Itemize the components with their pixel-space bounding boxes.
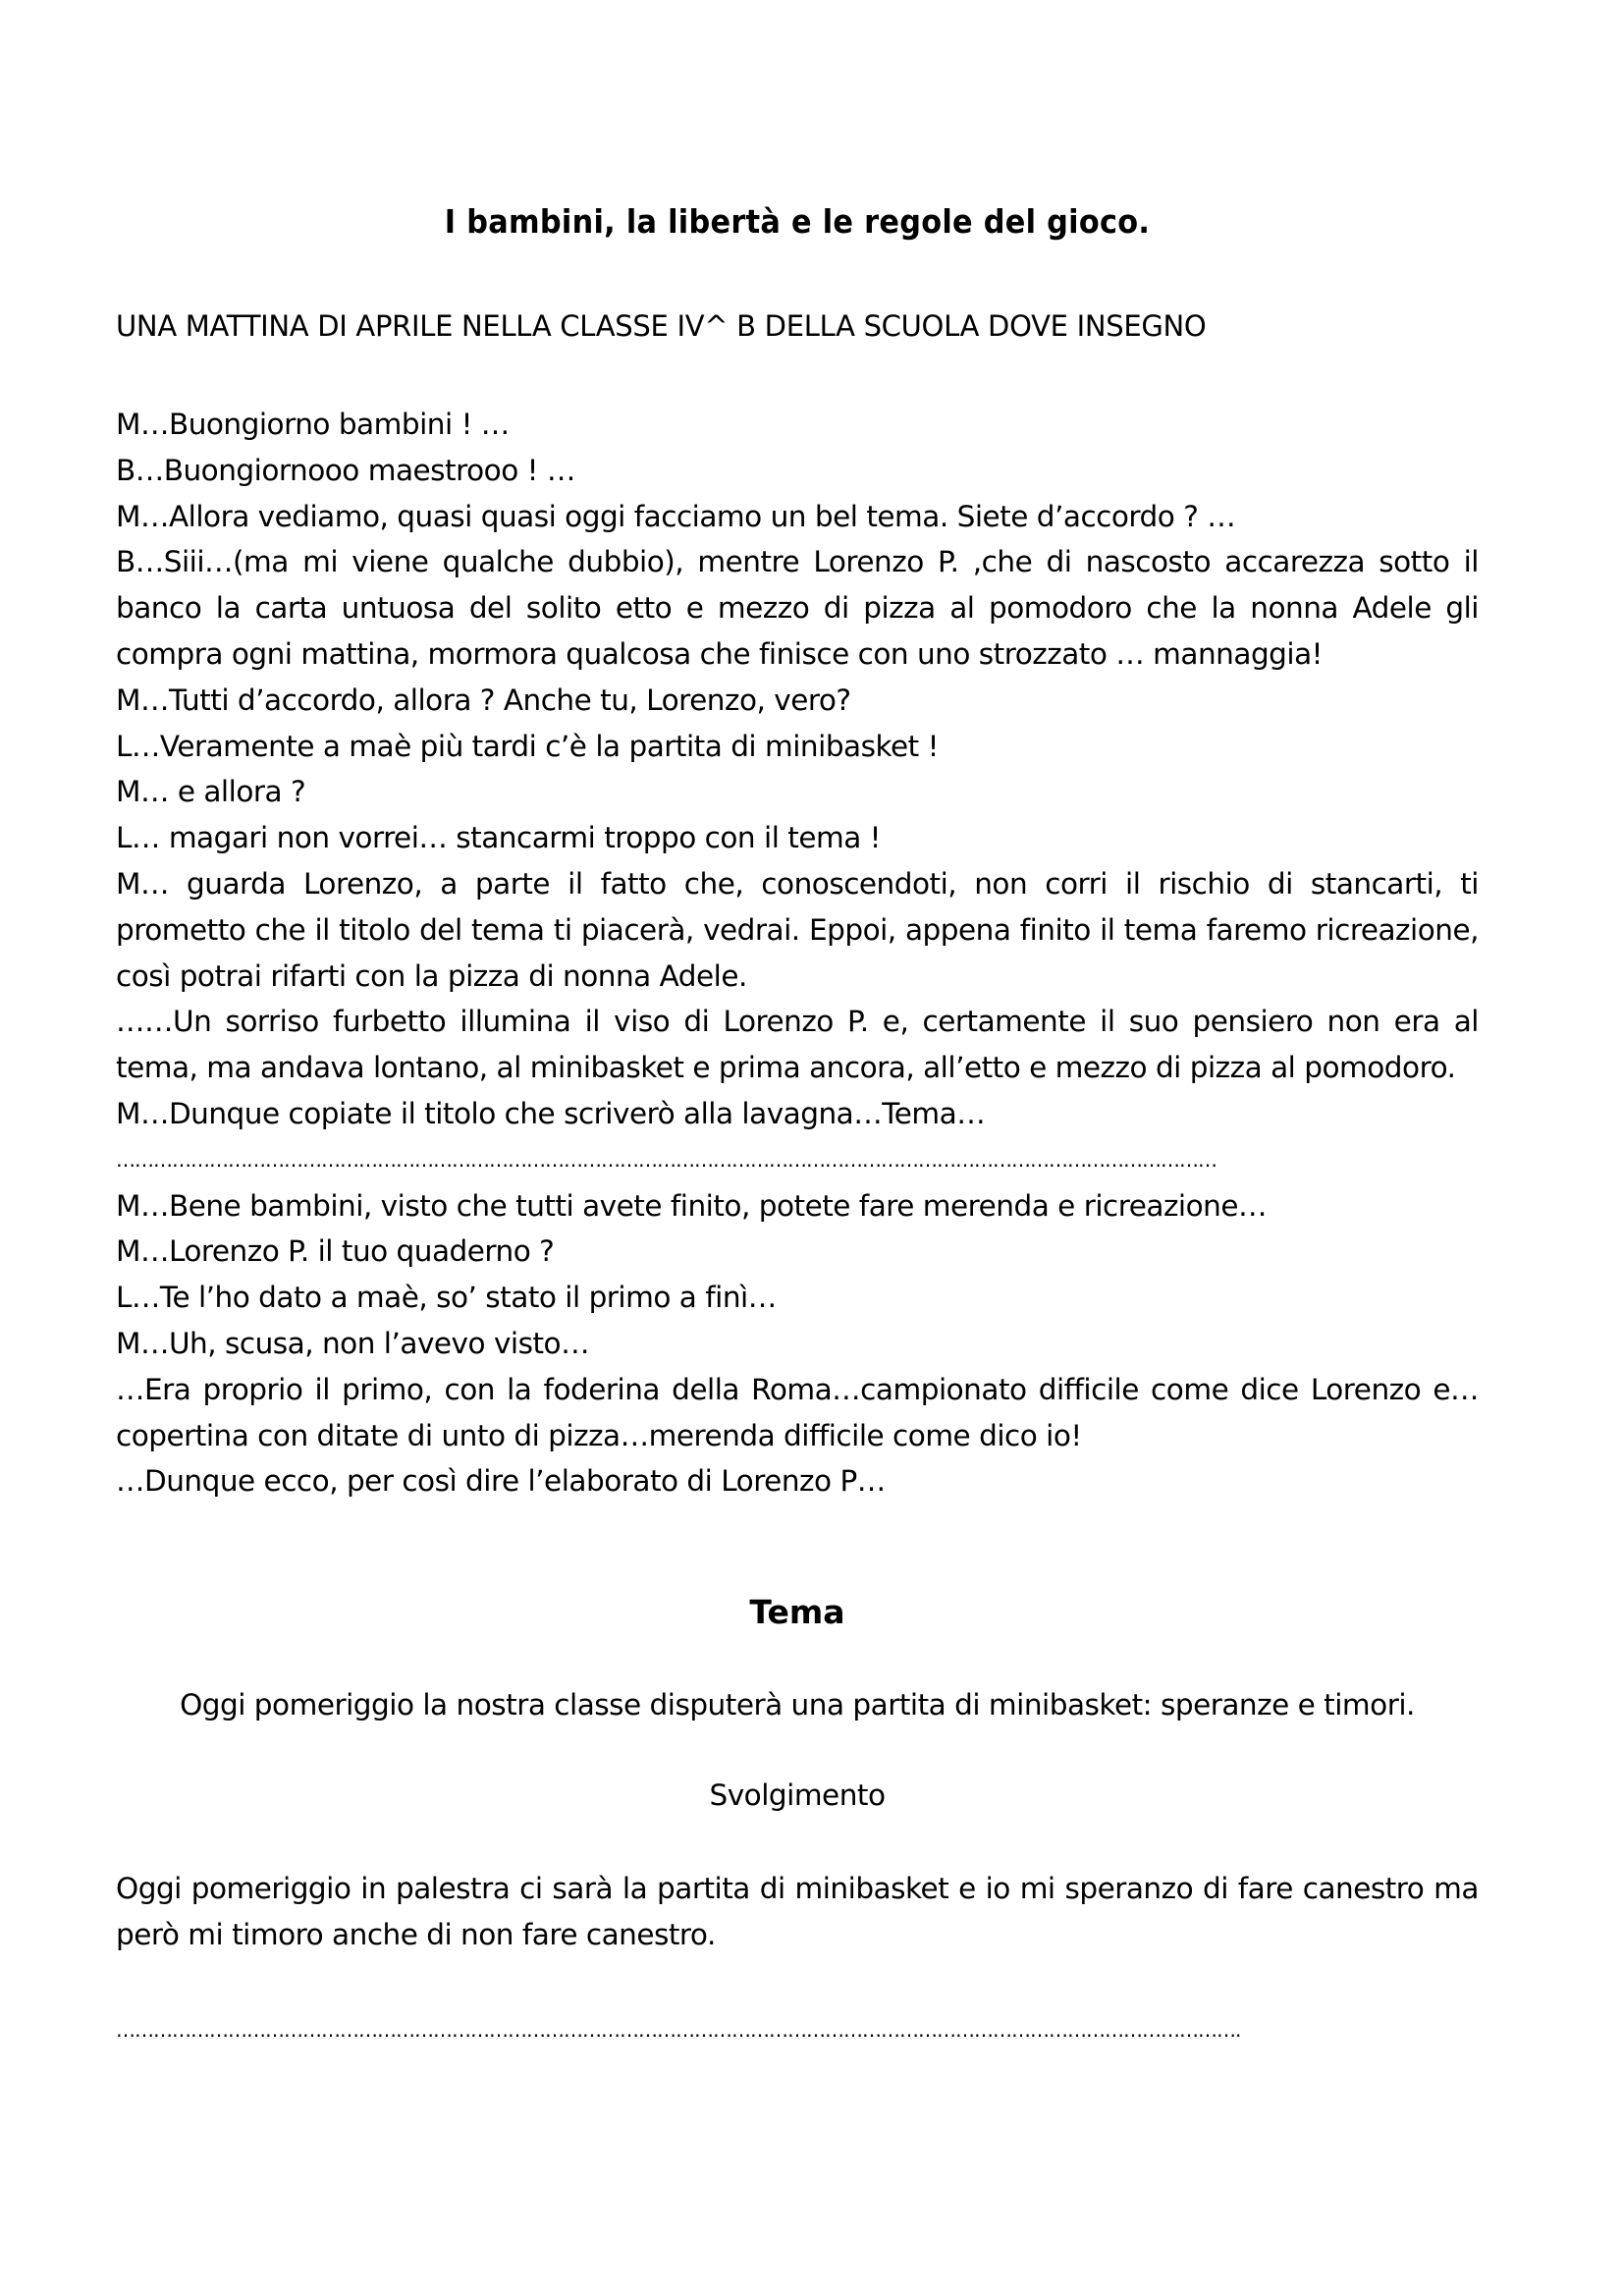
dialogue-line: M…Allora vediamo, quasi quasi oggi facciamo un bel tema. Siete d’accordo ? …: [116, 499, 1236, 533]
dialogue-line: M…Tutti d’accordo, allora ? Anche tu, Lorenzo, vero?: [116, 683, 851, 717]
dialogue-line: ……Un sorriso furbetto illumina il viso di Lorenzo P. e, certamente il suo pensiero non era al tema, ma andava lontano, al minibasket e prima ancora, all’etto e mezzo di pizza al pomodoro.: [116, 1005, 1479, 1085]
essay-paragraph: Oggi pomeriggio in palestra ci sarà la partita di minibasket e io mi speranzo di fare canestro ma però mi timoro anche di non fare canestro.: [116, 1872, 1479, 1951]
dialogue-line: L… magari non vorrei… stancarmi troppo con il tema !: [116, 821, 882, 855]
essay-body: [116, 1866, 1479, 1958]
dialogue: [116, 402, 1479, 1504]
dialogue-line: B…Buongiornooo maestrooo ! …: [116, 453, 575, 487]
dialogue-line: M…Bene bambini, visto che tutti avete finito, potete fare merenda e ricreazione…: [116, 1188, 1268, 1223]
document-title: I bambini, la libertà e le regole del gioco.: [444, 202, 1151, 241]
dialogue-line: M…Buongiorno bambini ! …: [116, 408, 510, 441]
dialogue-line: …Era proprio il primo, con la foderina della Roma…campionato difficile come dice Lorenzo e…copertina con ditate di unto di pizza…merenda difficile come dico io!: [116, 1372, 1479, 1452]
dotted-separator: ……………………………………………………………………………………………………………………………………………………………….: [116, 2018, 1241, 2042]
tema-heading: Tema: [749, 1593, 845, 1631]
dialogue-line: M…Lorenzo P. il tuo quaderno ?: [116, 1234, 555, 1269]
tema-title: Oggi pomeriggio la nostra classe disputerà una partita di minibasket: speranze e timori.: [180, 1688, 1415, 1722]
dialogue-line: L…Veramente a maè più tardi c’è la partita di minibasket !: [116, 729, 939, 763]
dialogue-line: M… e allora ?: [116, 775, 306, 809]
dotted-separator: ……………………………………………………………………………………………………………………………………………………………: [116, 1147, 1216, 1172]
svolgimento-heading: Svolgimento: [709, 1778, 886, 1812]
dialogue-line: M… guarda Lorenzo, a parte il fatto che, conoscendoti, non corri il rischio di stancarti, ti prometto che il titolo del tema ti piacerà, vedrai. Eppoi, appena finito il tema faremo ricreazione, così potrai rifarti con la pizza di nonna Adele.: [116, 866, 1479, 993]
dialogue-line: …Dunque ecco, per così dire l’elaborato di Lorenzo P…: [116, 1464, 886, 1499]
dialogue-line: L…Te l’ho dato a maè, so’ stato il primo a finì…: [116, 1281, 777, 1315]
dialogue-line: B…Siii…(ma mi viene qualche dubbio), mentre Lorenzo P. ,che di nascosto accarezza sotto il banco la carta untuosa del solito etto e mezzo di pizza al pomodoro che la nonna Adele gli compra ogni mattina, mormora qualcosa che finisce con uno strozzato … mannaggia!: [116, 545, 1479, 671]
dialogue-line: M…Dunque copiate il titolo che scriverò alla lavagna…Tema…: [116, 1096, 986, 1130]
intro-line: UNA MATTINA DI APRILE NELLA CLASSE IV^ B DELLA SCUOLA DOVE INSEGNO: [116, 309, 1207, 343]
dialogue-line: M…Uh, scusa, non l’avevo visto…: [116, 1326, 590, 1360]
